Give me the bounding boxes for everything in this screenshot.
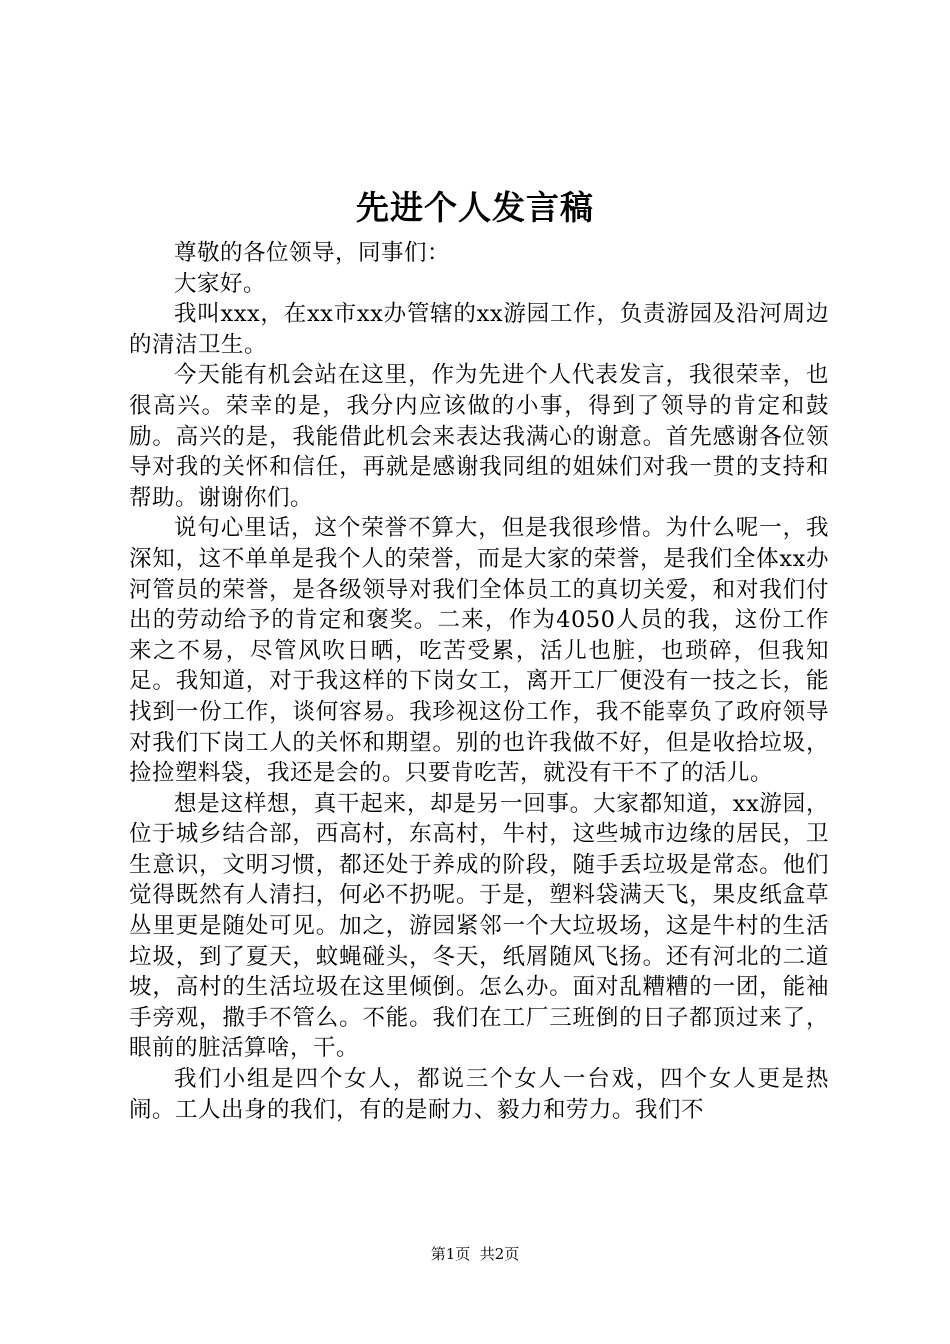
page-title: 先进个人发言稿 <box>356 188 594 227</box>
document-body <box>129 238 829 1125</box>
greeting-paragraph: 大家好。 <box>174 270 267 297</box>
honor-paragraph: 说句心里话，这个荣誉不算大，但是我很珍惜。为什么呢一，我深知，这不单单是我个人的荣誉，而是大家的荣誉，是我们全体xx办河管员的荣誉，是各级领导对我们全体员工的真切关爱，和对我们付出的劳动给予的肯定和褒奖。二来，作为4050人员的我，这份工作来之不易，尽管风吹日晒，吃苦受累，活儿也脏，也琐碎，但我知足。我知道，对于我这样的下岗女工，离开工厂便没有一技之长，能找到一份工作，谈何容易。我珍视这份工作，我不能辜负了政府领导对我们下岗工人的关怀和期望。别的也许我做不好，但是收拾垃圾，捡捡塑料袋，我还是会的。只要肯吃苦，就没有干不了的活儿。 <box>129 515 829 787</box>
thanks-paragraph: 今天能有机会站在这里，作为先进个人代表发言，我很荣幸，也很高兴。荣幸的是，我分内应该做的小事，得到了领导的肯定和鼓励。高兴的是，我能借此机会来表达我满心的谢意。首先感谢各位领导对我的关怀和信任，再就是感谢我同组的姐妹们对我一贯的支持和帮助。谢谢你们。 <box>129 362 829 511</box>
page-number-footer: 第1页 共2页 <box>430 1245 520 1263</box>
team-paragraph: 我们小组是四个女人，都说三个女人一台戏，四个女人更是热闹。工人出身的我们，有的是耐力、毅力和劳力。我们不 <box>129 1066 829 1123</box>
intro-paragraph: 我叫xxx，在xx市xx办管辖的xx游园工作，负责游园及沿河周边的清洁卫生。 <box>129 301 829 358</box>
work-paragraph: 想是这样想，真干起来，却是另一回事。大家都知道，xx游园，位于城乡结合部，西高村，东高村，牛村，这些城市边缘的居民，卫生意识，文明习惯，都还处于养成的阶段，随手丢垃圾是常态。他们觉得既然有人清扫，何必不扔呢。于是，塑料袋满天飞，果皮纸盒草丛里更是随处可见。加之，游园紧邻一个大垃圾场，这是牛村的生活垃圾，到了夏天，蚊蝇碰头，冬天，纸屑随风飞扬。还有河北的二道坡，高村的生活垃圾在这里倾倒。怎么办。面对乱糟糟的一团，能袖手旁观，撒手不管么。不能。我们在工厂三班倒的日子都顶过来了，眼前的脏活算啥，干。 <box>129 790 829 1062</box>
salutation-paragraph: 尊敬的各位领导，同事们： <box>174 240 451 266</box>
